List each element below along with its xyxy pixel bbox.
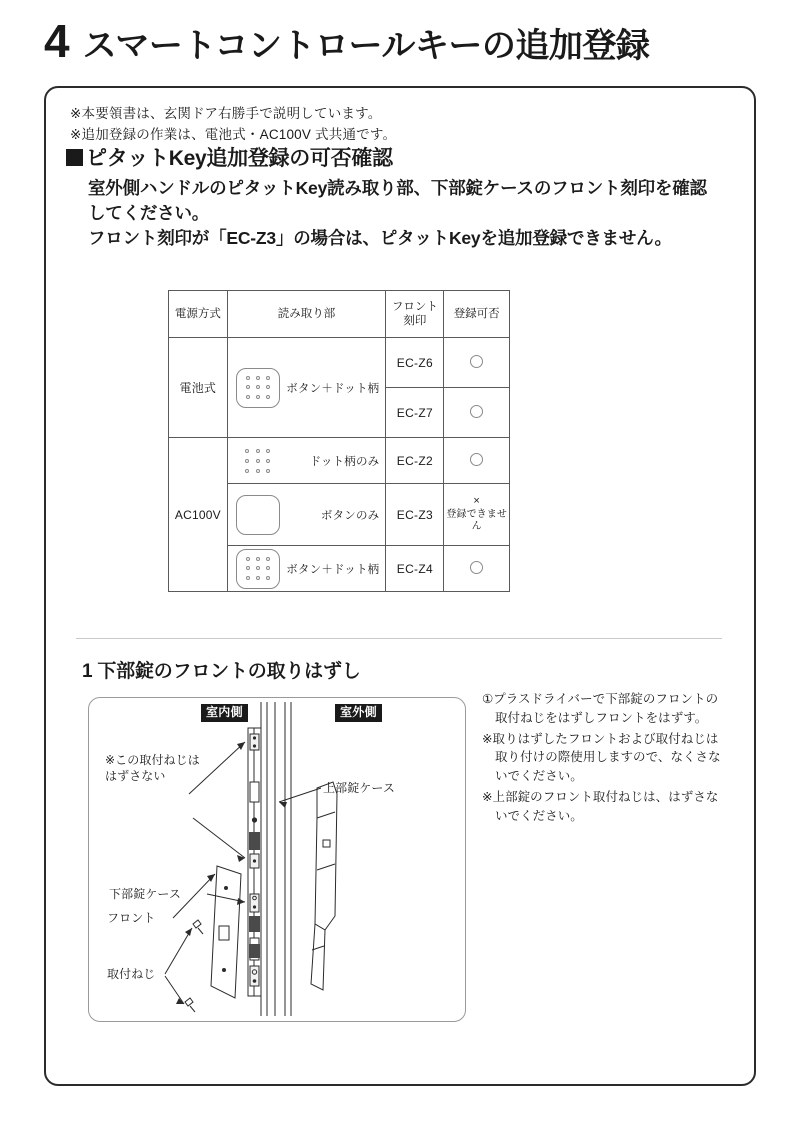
label-lower-lock-case: 下部錠ケース [109, 887, 182, 901]
instruction-item-1: ①プラスドライバーで下部錠のフロントの取付ねじをはずしフロントをはずす。 [482, 692, 719, 725]
cell-registrable-3 [444, 484, 510, 546]
cell-power-ac100v: AC100V [169, 438, 228, 592]
cell-registrable-2 [444, 438, 510, 484]
section-paragraph-1: 室外側ハンドルのピタットKey読み取り部、下部錠ケースのフロント刻印を確認してください。 [88, 178, 707, 223]
section-paragraph-2: フロント刻印が「EC-Z3」の場合は、ピタットKeyを追加登録できません。 [88, 227, 672, 248]
reader-label-0: ボタン＋ドット柄 [286, 382, 380, 395]
tag-outdoor-side: 室外側 [335, 704, 382, 722]
label-mounting-screw: 取付ねじ [107, 967, 156, 981]
section-heading-text: ピタットKey追加登録の可否確認 [86, 147, 393, 170]
instruction-item-3: ※上部錠のフロント取付ねじは、はずさないでください。 [482, 789, 719, 823]
section-divider [76, 638, 722, 639]
label-screw-note [105, 752, 235, 784]
label-upper-lock-case: 上部錠ケース [323, 781, 396, 795]
circle-ok-icon [470, 355, 483, 368]
top-note-2: ※追加登録の作業は、電池式・AC100V 式共通です。 [70, 126, 397, 142]
square-bullet-icon [66, 149, 83, 166]
header-reader: 読み取り部 [227, 291, 386, 338]
section-body [88, 176, 720, 251]
step-heading [82, 656, 361, 683]
cell-reader-2 [227, 438, 386, 484]
button-only-icon [236, 495, 280, 535]
table-row [169, 338, 510, 388]
dots-only-icon [236, 441, 280, 481]
circle-ok-icon [470, 561, 483, 574]
cell-registrable-4 [444, 546, 510, 592]
header-registrable: 登録可否 [444, 291, 510, 338]
tag-indoor-side: 室内側 [201, 704, 248, 722]
button-and-dots-icon [236, 549, 280, 589]
cell-registrable-1 [444, 388, 510, 438]
cell-stamp-3: EC-Z3 [386, 484, 444, 546]
circle-ok-icon [470, 453, 483, 466]
door-diagram [88, 697, 466, 1022]
page-title-text: スマートコントロールキーの追加登録 [82, 27, 650, 65]
header-stamp: フロント刻印 [386, 291, 444, 338]
instruction-item-2: ※取りはずしたフロントおよび取付ねじは取り付けの際使用しますので、なくさないでください。 [482, 731, 721, 783]
table-header-row [169, 291, 510, 338]
label-front-plate: フロント [107, 911, 156, 925]
registrable-note-3: 登録できません [446, 508, 507, 533]
page-title-number: 4 [44, 15, 69, 67]
header-power: 電源方式 [169, 291, 228, 338]
instructions-list [482, 690, 726, 827]
step-number: 1 [82, 661, 93, 682]
cross-mark-icon: × [473, 495, 480, 508]
label-screw-note-line1: ※この取付ねじは [105, 753, 200, 767]
top-note-1: ※本要領書は、玄関ドア右勝手で説明しています。 [70, 106, 382, 121]
reader-label-4: ボタン＋ドット柄 [286, 563, 380, 576]
cell-stamp-4: EC-Z4 [386, 546, 444, 592]
cell-reader-0 [227, 338, 386, 438]
cell-stamp-0: EC-Z6 [386, 338, 444, 388]
top-notes [70, 104, 396, 146]
reader-label-2: ドット柄のみ [309, 455, 380, 468]
spec-table [168, 290, 510, 592]
cell-stamp-2: EC-Z2 [386, 438, 444, 484]
reader-label-3: ボタンのみ [320, 509, 380, 522]
button-and-dots-icon [236, 368, 280, 408]
cell-registrable-0 [444, 338, 510, 388]
cell-power-battery: 電池式 [169, 338, 228, 438]
cell-reader-4 [227, 546, 386, 592]
label-screw-note-line2: はずさない [105, 769, 166, 784]
cell-reader-3 [227, 484, 386, 546]
section-heading [66, 142, 393, 172]
circle-ok-icon [470, 405, 483, 418]
cell-stamp-1: EC-Z7 [386, 388, 444, 438]
table-row [169, 438, 510, 484]
step-title: 下部錠のフロントの取りはずし [97, 661, 361, 682]
page-title [44, 15, 650, 67]
